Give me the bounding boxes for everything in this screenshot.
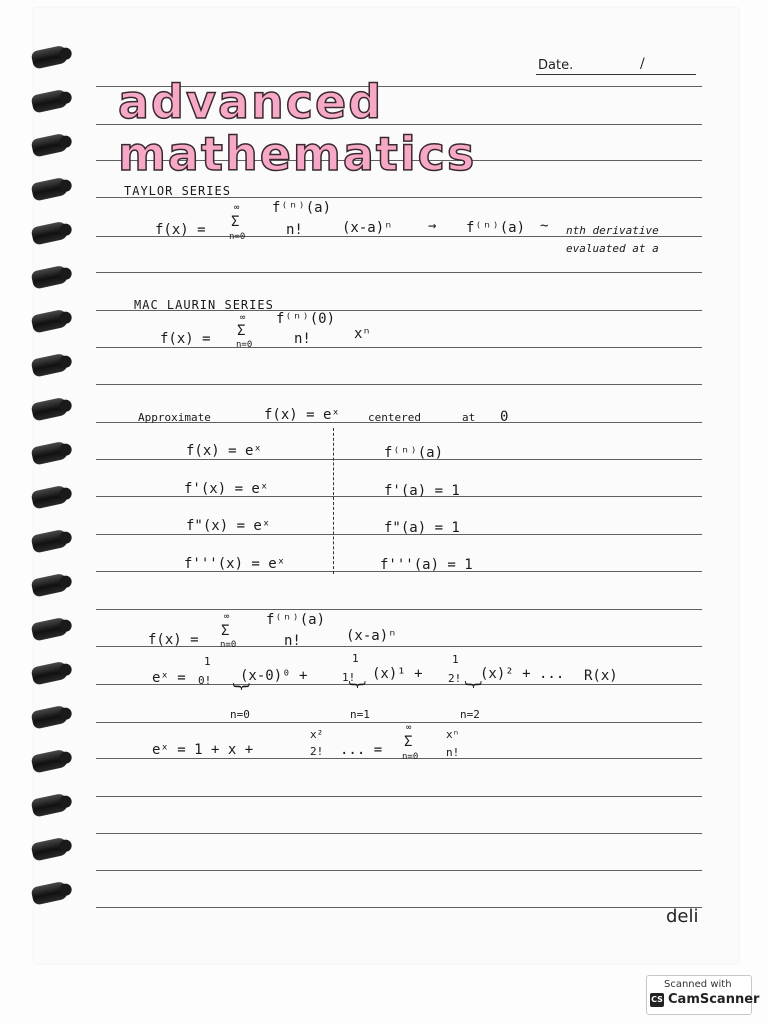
rule-line [96,684,702,685]
approx-right-4: f'''(a) = 1 [380,557,473,573]
label-n2: n=2 [460,708,480,721]
final-sigma: Σ [404,734,413,750]
taylor-note-2: evaluated at a [566,242,659,255]
scanner-name: CamScanner [668,992,760,1007]
label-n0: n=0 [230,708,250,721]
taylor-tilde: ~ [540,218,549,234]
approx-centered: centered [368,411,421,424]
brace-n0: } [231,680,253,693]
approx-func: f(x) = eˣ [264,407,340,423]
column-divider [333,428,334,574]
taylor-deriv: f⁽ⁿ⁾(a) [466,220,526,236]
approx-right-3: f"(a) = 1 [384,520,460,536]
remainder: R(x) [584,668,618,684]
term1: (x-0)⁰ + [240,668,308,684]
taylor-term: (x-a)ⁿ [342,220,393,236]
scanner-top-text: Scanned with [664,979,732,990]
approx-zero: 0 [500,409,509,425]
approx-left-1: f(x) = eˣ [186,443,262,459]
page-title: advanced mathematics [118,75,477,181]
date-label: Date. [538,58,574,73]
term2: (x)¹ + [372,666,423,682]
maclaurin-sigma-top: ∞ [240,313,246,323]
maclaurin-sigma: Σ [237,323,246,339]
taylor-arrow: → [428,218,437,234]
taylor-note-1: nth derivative [566,224,659,237]
term3: (x)² + ... [480,666,565,682]
taylor-sigma: Σ [231,214,240,230]
final-sigma-top: ∞ [406,723,412,733]
term1-den: 0! [198,674,212,687]
rule-line [96,722,702,723]
final-res-num: xⁿ [446,728,460,741]
expansion-frac-num: f⁽ⁿ⁾(a) [266,612,326,628]
label-n1: n=1 [350,708,370,721]
spiral-binding [32,40,76,930]
rule-line [96,833,702,834]
ex-lhs: eˣ = [152,670,186,686]
rule-line [96,609,702,610]
final-res-den: n! [446,746,460,759]
rule-line [96,907,702,908]
date-line [536,74,696,75]
taylor-heading: TAYLOR SERIES [124,184,231,198]
expansion-sigma-top: ∞ [224,612,230,622]
brace-n2: } [463,678,485,691]
approx-left-3: f"(x) = eˣ [186,518,271,534]
term2-den: 1! [342,671,356,684]
approx-label: Approximate [138,411,211,424]
maclaurin-frac-num: f⁽ⁿ⁾(0) [276,311,336,327]
approx-left-4: f'''(x) = eˣ [184,556,286,572]
approx-at: at [462,411,476,424]
expansion-frac-den: n! [284,633,301,649]
rule-line [96,347,702,348]
final-lhs: eˣ = 1 + x + [152,742,254,758]
maclaurin-frac-den: n! [294,331,311,347]
final-frac-num: x² [310,728,324,741]
taylor-frac-den: n! [286,222,303,238]
taylor-sigma-top: ∞ [234,203,240,213]
maclaurin-lhs: f(x) = [160,331,211,347]
term2-num: 1 [352,652,359,665]
rule-line [96,758,702,759]
rule-line [96,384,702,385]
expansion-sigma-bottom: n=0 [220,640,237,650]
term1-num: 1 [204,655,211,668]
final-frac-den: 2! [310,745,324,758]
term3-num: 1 [452,653,459,666]
approx-left-2: f'(x) = eˣ [184,481,269,497]
taylor-sigma-bottom: n=0 [229,232,246,242]
maclaurin-heading: MAC LAURIN SERIES [134,298,274,312]
brace-n1: } [347,678,369,691]
camscanner-icon: CS [650,993,664,1007]
final-dots: ... = [340,742,383,758]
term3-den: 2! [448,672,462,685]
final-sigma-bottom: n=0 [402,752,419,762]
brand-logo: deli [666,906,699,927]
rule-line [96,272,702,273]
taylor-lhs: f(x) = [155,222,206,238]
expansion-term: (x-a)ⁿ [346,628,397,644]
approx-right-1: f⁽ⁿ⁾(a) [384,445,444,461]
maclaurin-sigma-bottom: n=0 [236,340,253,350]
maclaurin-term: xⁿ [354,326,371,342]
rule-line [96,796,702,797]
approx-right-2: f'(a) = 1 [384,483,460,499]
expansion-lhs: f(x) = [148,632,199,648]
date-slash: / [640,56,645,72]
taylor-frac-num: f⁽ⁿ⁾(a) [272,200,332,216]
expansion-sigma: Σ [221,623,230,639]
rule-line [96,870,702,871]
